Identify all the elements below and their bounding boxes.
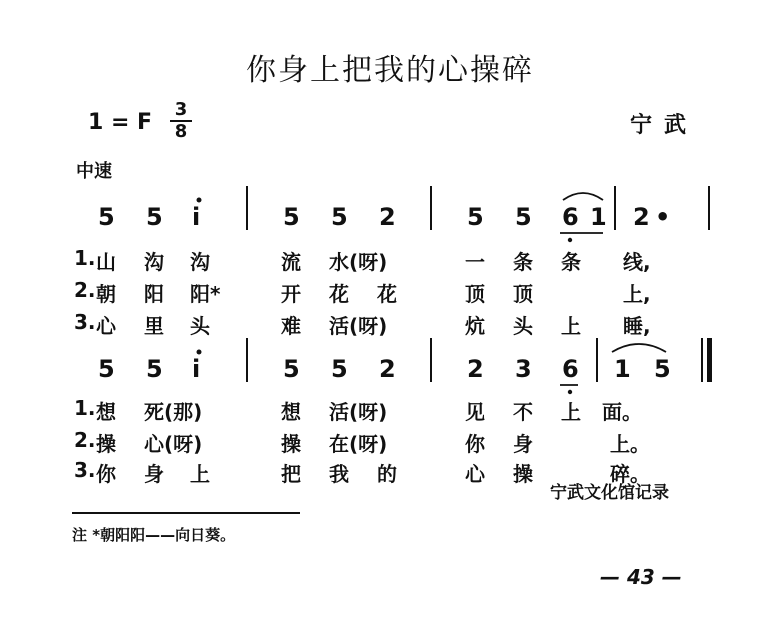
page-number: — 43 —: [600, 565, 682, 589]
note: 5: [146, 355, 163, 383]
verse-number: 1.: [74, 246, 96, 270]
note-high: i: [192, 355, 201, 383]
note: 1: [614, 355, 631, 383]
lyric: 线,: [623, 250, 651, 274]
lyric: 把: [281, 462, 301, 486]
lyric: 上。: [610, 432, 650, 456]
note: 5: [98, 203, 115, 231]
note-high: i: [192, 203, 201, 231]
tempo-marking: 中速: [76, 161, 112, 182]
octave-dot-low: [568, 390, 572, 394]
meter-numerator: 3: [174, 99, 188, 120]
lyric: 操: [281, 432, 301, 456]
lyric: 你: [96, 462, 116, 486]
lyric: 沟: [190, 250, 210, 274]
lyric: 睡,: [623, 314, 651, 338]
octave-dot-high: [197, 350, 202, 355]
slur: [563, 193, 603, 200]
lyric: 开: [281, 282, 301, 306]
lyric: 头: [513, 314, 533, 338]
lyric: 操: [513, 462, 533, 486]
lyric: 身: [513, 432, 533, 456]
lyric: 上,: [623, 282, 651, 306]
note: 5: [98, 355, 115, 383]
note: 3: [515, 355, 532, 383]
lyric: 上: [190, 462, 210, 486]
lyric: 活(呀): [329, 400, 388, 424]
lyric: 头: [190, 314, 210, 338]
lyric: 想: [281, 400, 301, 424]
lyric: 心: [96, 314, 116, 338]
lyric: 一: [465, 250, 485, 274]
note: 2: [379, 355, 396, 383]
octave-dot-high: [197, 198, 202, 203]
lyric: 山: [96, 250, 116, 274]
lyric: 上: [561, 400, 581, 424]
lyric: 不: [513, 400, 533, 424]
slur: [612, 344, 666, 352]
lyric: 条: [561, 250, 581, 274]
lyric: 心: [465, 462, 485, 486]
lyric: 碎。: [610, 462, 650, 486]
lyric: 面。: [602, 400, 642, 424]
note: 5: [515, 203, 532, 231]
note: 6: [562, 203, 579, 231]
composer: 宁武: [630, 113, 699, 138]
note: 5: [331, 203, 348, 231]
lyric: 的: [377, 462, 397, 486]
lyric: 我: [329, 462, 349, 486]
lyric: 朝: [96, 282, 116, 306]
augmentation-dot: •: [655, 203, 671, 231]
footnote-rule: [72, 512, 300, 514]
lyric: 沟: [144, 250, 164, 274]
lyric: 水(呀): [329, 250, 388, 274]
verse-number: 2.: [74, 278, 96, 302]
verse-number: 2.: [74, 428, 96, 452]
lyric: 阳*: [190, 282, 221, 306]
lyric: 操: [96, 432, 116, 456]
lyric: 顶: [465, 282, 485, 306]
footnote: 注 *朝阳阳——向日葵。: [72, 526, 236, 544]
note: 5: [283, 203, 300, 231]
note: 5: [146, 203, 163, 231]
note: 5: [283, 355, 300, 383]
note: 2: [467, 355, 484, 383]
lyric: 上: [561, 314, 581, 338]
key-signature: 1 = F: [88, 110, 153, 135]
meter-denominator: 8: [174, 121, 188, 142]
lyric: 炕: [465, 314, 485, 338]
octave-dot-low: [568, 238, 572, 242]
lyric: 花: [329, 282, 349, 306]
lyric: 想: [96, 400, 116, 424]
lyric: 死(那): [144, 400, 203, 424]
lyric: 在(呀): [329, 432, 388, 456]
lyric: 阳: [144, 282, 164, 306]
verse-number: 3.: [74, 310, 96, 334]
verse-number: 1.: [74, 396, 96, 420]
note: 5: [331, 355, 348, 383]
lyric: 活(呀): [329, 314, 388, 338]
lyric: 心(呀): [144, 432, 203, 456]
lyric: 花: [377, 282, 397, 306]
transcription-credit: 宁武文化馆记录: [550, 483, 669, 503]
lyric: 条: [513, 250, 533, 274]
lyric: 身: [144, 462, 164, 486]
lyric: 里: [144, 314, 164, 338]
lyric: 见: [465, 400, 485, 424]
lyric: 顶: [513, 282, 533, 306]
note-low: 6: [562, 355, 579, 383]
note: 5: [467, 203, 484, 231]
note: 2: [633, 203, 650, 231]
lyric: 流: [281, 250, 301, 274]
lyric: 难: [281, 314, 301, 338]
note: 2: [379, 203, 396, 231]
note: 1: [590, 203, 607, 231]
song-title: 你身上把我的心操碎: [246, 53, 534, 88]
verse-number: 3.: [74, 458, 96, 482]
note: 5: [654, 355, 671, 383]
lyric: 你: [465, 432, 485, 456]
